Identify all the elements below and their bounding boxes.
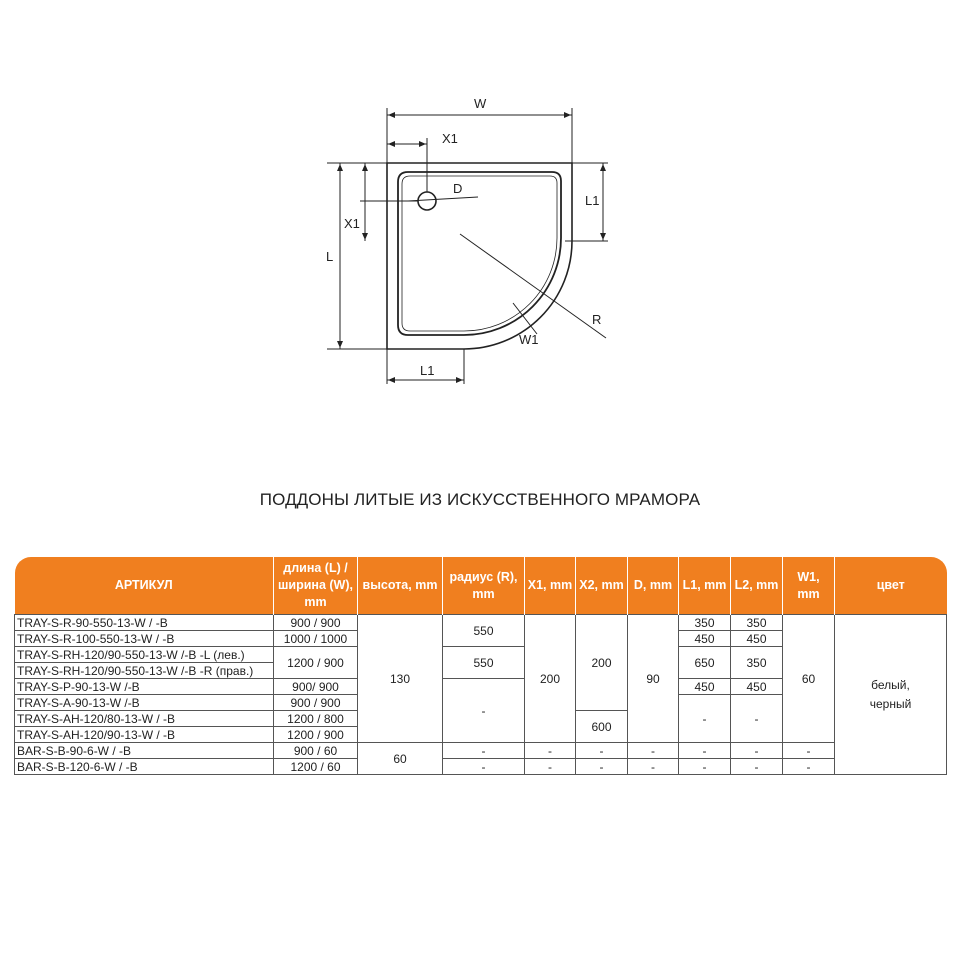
- x2-cell: 600: [576, 711, 628, 743]
- lw-cell: 900 / 60: [274, 743, 358, 759]
- header-length-width: длина (L) / ширина (W), mm: [274, 557, 358, 615]
- article-cell: TRAY-S-RH-120/90-550-13-W /-B -R (прав.): [15, 663, 274, 679]
- x1-top-label: X1: [442, 131, 458, 146]
- l1-right-label: L1: [585, 193, 600, 208]
- article-cell: TRAY-S-RH-120/90-550-13-W /-B -L (лев.): [15, 647, 274, 663]
- d-cell: 90: [628, 615, 679, 743]
- article-cell: BAR-S-B-90-6-W / -B: [15, 743, 274, 759]
- x2-cell: 200: [576, 615, 628, 711]
- radius-cell: -: [443, 759, 525, 775]
- w1-cell: -: [783, 759, 835, 775]
- l2-cell: 350: [731, 647, 783, 679]
- header-color: цвет: [835, 557, 947, 615]
- tray-outer-outline: [387, 163, 572, 349]
- l2-cell: -: [731, 695, 783, 743]
- l1-cell: 650: [679, 647, 731, 679]
- article-cell: TRAY-S-R-100-550-13-W / -B: [15, 631, 274, 647]
- l1-cell: 450: [679, 679, 731, 695]
- l1-cell: -: [679, 759, 731, 775]
- color-cell: белый, черный: [835, 615, 947, 775]
- page-title: ПОДДОНЫ ЛИТЫЕ ИЗ ИСКУССТВЕННОГО МРАМОРА: [259, 490, 701, 509]
- l-label: L: [326, 249, 334, 264]
- l1-cell: -: [679, 695, 731, 743]
- table-header-row: [15, 557, 947, 615]
- lw-cell: 900/ 900: [274, 679, 358, 695]
- l1-cell: -: [679, 743, 731, 759]
- w1-label: W1: [519, 332, 539, 347]
- header-article: АРТИКУЛ: [15, 557, 274, 615]
- l2-cell: 450: [731, 631, 783, 647]
- l2-cell: -: [731, 759, 783, 775]
- header-l1: L1, mm: [679, 557, 731, 615]
- x2-cell: -: [576, 743, 628, 759]
- w-label: W: [474, 96, 487, 111]
- radius-cell: 550: [443, 615, 525, 647]
- article-cell: BAR-S-B-120-6-W / -B: [15, 759, 274, 775]
- lw-cell: 1200 / 800: [274, 711, 358, 727]
- radius-cell: -: [443, 743, 525, 759]
- table-row: [15, 743, 947, 759]
- l1-cell: 450: [679, 631, 731, 647]
- article-cell: TRAY-S-A-90-13-W /-B: [15, 695, 274, 711]
- l1-cell: 350: [679, 615, 731, 631]
- shower-tray-diagram: [0, 0, 960, 470]
- header-x2: X2, mm: [576, 557, 628, 615]
- tray-inner-outline: [398, 172, 561, 335]
- x1-cell: 200: [525, 615, 576, 743]
- l2-cell: -: [731, 743, 783, 759]
- header-x1: X1, mm: [525, 557, 576, 615]
- lw-cell: 900 / 900: [274, 615, 358, 631]
- x1-left-label: X1: [344, 216, 360, 231]
- drain-circle: [418, 192, 436, 210]
- lw-cell: 1200 / 900: [274, 647, 358, 679]
- table-row: [15, 615, 947, 631]
- lw-cell: 1000 / 1000: [274, 631, 358, 647]
- x1-cell: -: [525, 759, 576, 775]
- d-cell: -: [628, 759, 679, 775]
- article-cell: TRAY-S-AH-120/80-13-W / -B: [15, 711, 274, 727]
- d-label: D: [453, 181, 463, 196]
- height-cell: 60: [358, 743, 443, 775]
- radius-cell: 550: [443, 647, 525, 679]
- l1-bottom-label: L1: [420, 363, 435, 378]
- table-row: [15, 759, 947, 775]
- article-cell: TRAY-S-R-90-550-13-W / -B: [15, 615, 274, 631]
- l2-cell: 450: [731, 679, 783, 695]
- header-radius: радиус (R), mm: [443, 557, 525, 615]
- lw-cell: 1200 / 900: [274, 727, 358, 743]
- x2-cell: -: [576, 759, 628, 775]
- header-w1: W1, mm: [783, 557, 835, 615]
- spec-table: [14, 557, 947, 775]
- header-height: высота, mm: [358, 557, 443, 615]
- r-label: R: [592, 312, 602, 327]
- l2-cell: 350: [731, 615, 783, 631]
- header-d: D, mm: [628, 557, 679, 615]
- d-cell: -: [628, 743, 679, 759]
- lw-cell: 1200 / 60: [274, 759, 358, 775]
- article-cell: TRAY-S-AH-120/90-13-W / -B: [15, 727, 274, 743]
- header-l2: L2, mm: [731, 557, 783, 615]
- w1-cell: 60: [783, 615, 835, 743]
- tray-inner-outline-2: [402, 176, 557, 331]
- x1-cell: -: [525, 743, 576, 759]
- lw-cell: 900 / 900: [274, 695, 358, 711]
- article-cell: TRAY-S-P-90-13-W /-B: [15, 679, 274, 695]
- w1-cell: -: [783, 743, 835, 759]
- height-cell: 130: [358, 615, 443, 743]
- radius-cell: -: [443, 679, 525, 743]
